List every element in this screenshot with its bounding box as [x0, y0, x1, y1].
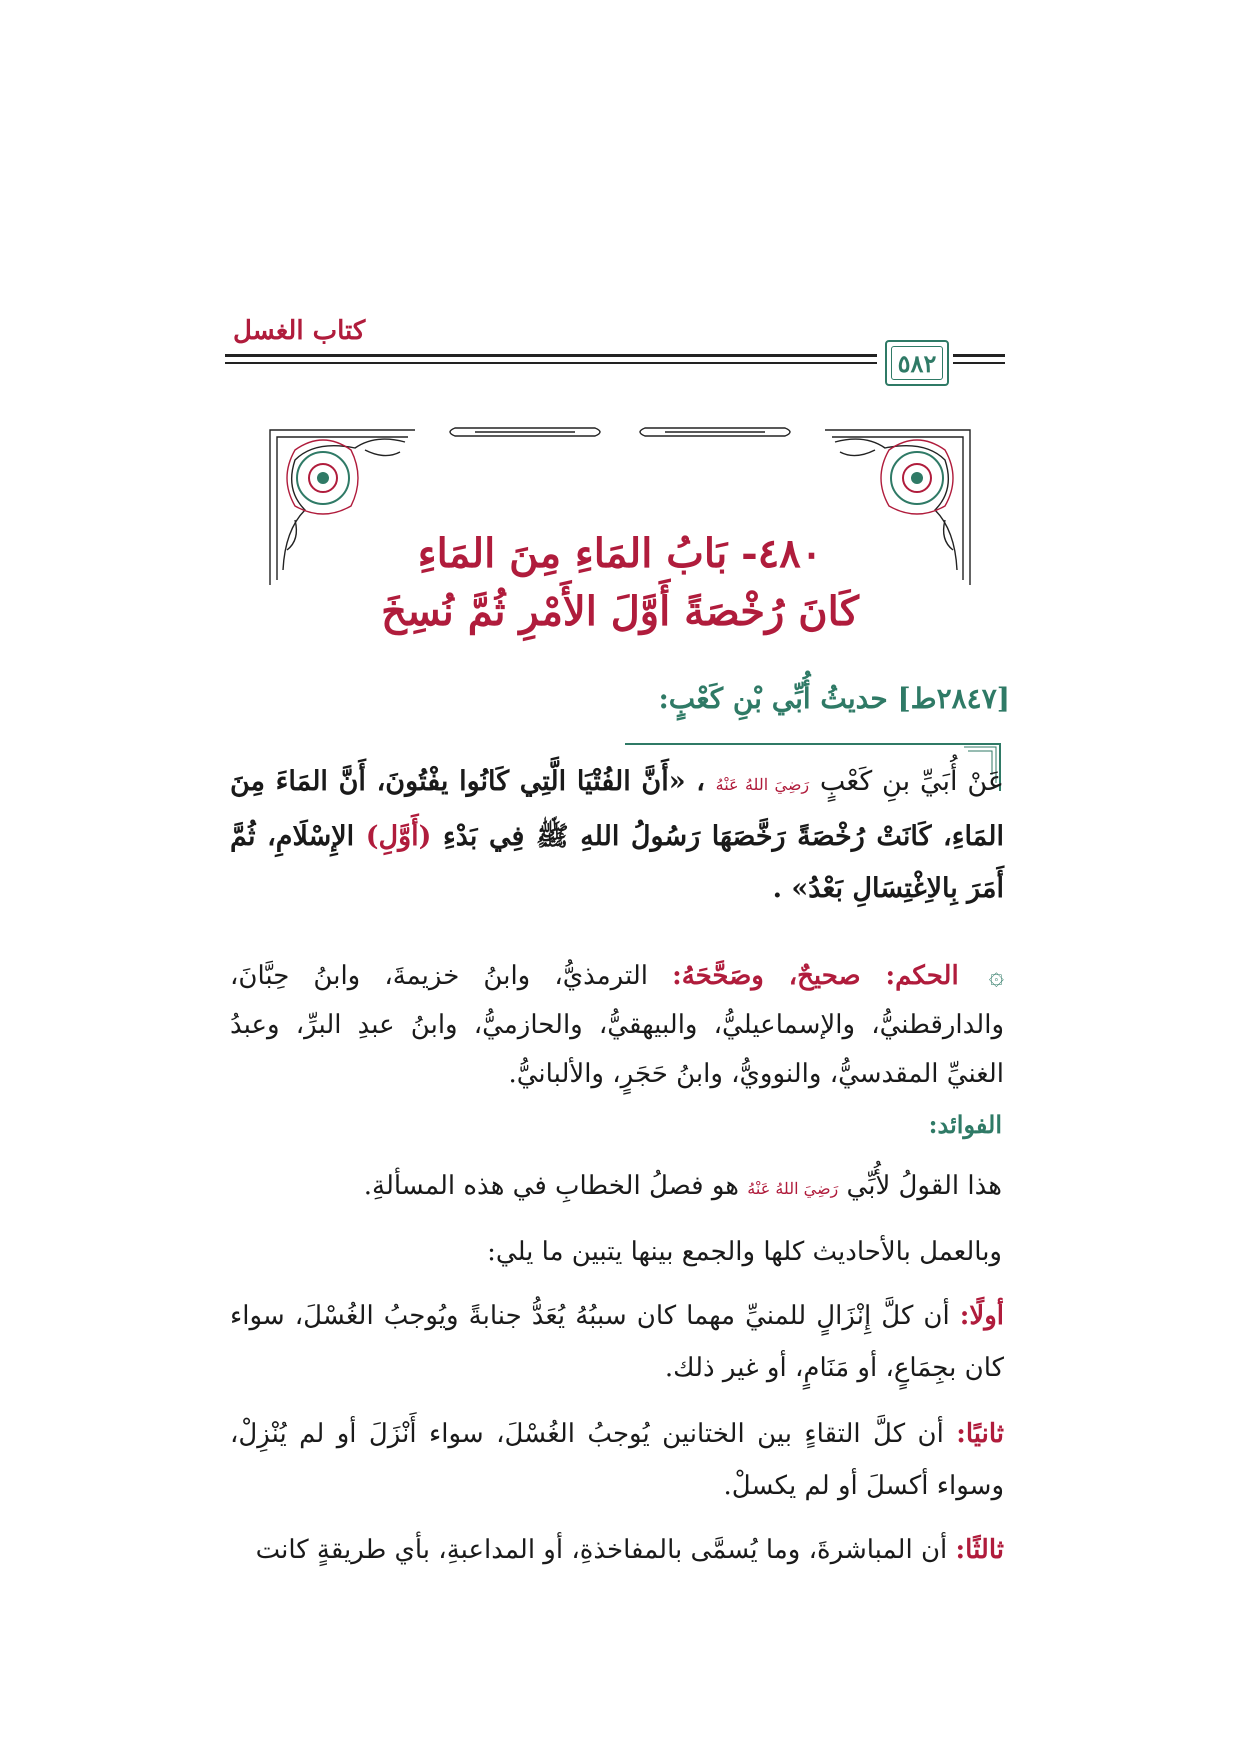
- hadith-ruling: [230, 952, 1004, 1099]
- benefit-paragraph-5: [230, 1524, 1004, 1576]
- benefit-paragraph-3: [230, 1290, 1004, 1394]
- hadith-reference: [٢٨٤٧ط]: [897, 682, 1010, 715]
- benefit-paragraph-4: [230, 1408, 1004, 1512]
- benefit-2-text: وبالعمل بالأحاديث كلها والجمع بينها يتبين ما يلي:: [487, 1237, 1002, 1267]
- ornament-left-rosette-core: [317, 472, 329, 484]
- ornament-right-rosette-core: [911, 472, 923, 484]
- header-rule-right-bottom: [953, 362, 1005, 364]
- header-rule-top: [225, 354, 877, 357]
- ruling-authorities: الترمذيُّ، وابنُ خزيمةَ، وابنُ حِبَّانَ، والدارقطنيُّ، والإسماعيليُّ، والبيهقيُّ، والحازميُّ، وابنُ عبدِ البرِّ، وعبدُ الغنيِّ المقدسيُّ، والنوويُّ، وابنُ حَجَرٍ، والألبانيُّ.: [230, 961, 1004, 1089]
- hadith-separator-line: [625, 743, 1000, 745]
- benefit-paragraph-1: [236, 1160, 1002, 1215]
- hadith-title: حديثُ أُبِّي بْنِ كَعْبٍ:: [658, 682, 888, 715]
- benefit-1-text-b: هو فصلُ الخطابِ في هذه المسألةِ.: [363, 1171, 740, 1201]
- hadith-text: [230, 756, 1004, 915]
- chapter-title-line-1: ٤٨٠- بَابُ المَاءِ مِنَ المَاءِ: [417, 530, 823, 577]
- running-header: [225, 316, 1005, 376]
- header-rule-right-top: [953, 354, 1005, 357]
- chapter-title-line-2: كَانَ رُخْصَةً أَوَّلَ الأَمْرِ ثُمَّ نُسِخَ: [381, 588, 859, 635]
- hadith-narrator: عَنْ أُبَيِّ بنِ كَعْبٍ: [819, 766, 1004, 797]
- benefit-5-lead: ثالثًا:: [955, 1535, 1004, 1565]
- honorific-glyph: رَضِيَ اللهُ عَنْهُ: [747, 1179, 839, 1198]
- chapter-title: [265, 525, 975, 641]
- benefit-4-lead: ثانيًا:: [956, 1419, 1004, 1449]
- benefit-3-text: أن كلَّ إِنْزَالٍ للمنيِّ مهما كان سببُهُ يُعَدُّ جنابةً ويُوجبُ الغُسْلَ، سواء كان بجِمَاعٍ، أو مَنَامٍ، أو غير ذلك.: [230, 1301, 1004, 1383]
- page-number-badge: [885, 340, 949, 386]
- benefit-4-text: أن كلَّ التقاءٍ بين الختانين يُوجبُ الغُسْلَ، سواء أَنْزَلَ أو لم يُنْزِلْ، وسواء أكسلَ أو لم يكسلْ.: [230, 1419, 1004, 1501]
- ornament-top-cartouches: [450, 428, 790, 436]
- book-title: كتاب الغسل: [233, 316, 366, 346]
- hadith-body-part-1: ، «أَنَّ الفُتْيَا الَّتِي كَانُوا يفْتُونَ، أَنَّ المَاءَ مِنَ المَاءِ، كَانَتْ رُخْصَةً رَخَّصَهَا رَسُولُ اللهِ ﷺ فِي بَدْءِ: [230, 766, 1005, 852]
- honorific-glyph: رَضِيَ اللهُ عَنْهُ: [715, 775, 810, 794]
- hadith-variant-reading: (أَوَّلِ): [365, 821, 432, 852]
- flower-icon: ۞: [988, 961, 1005, 991]
- benefit-3-lead: أولًا:: [959, 1301, 1005, 1331]
- header-rule-bottom: [225, 362, 877, 364]
- benefit-paragraph-2: [236, 1226, 1002, 1278]
- page-number: ٥٨٢: [891, 346, 943, 380]
- benefit-5-text: أن المباشرةَ، وما يُسمَّى بالمفاخذةِ، أو المداعبةِ، بأي طريقةٍ كانت: [255, 1535, 948, 1565]
- hadith-heading: [658, 682, 1010, 715]
- benefits-heading: الفوائد:: [928, 1110, 1002, 1139]
- ruling-label: الحكم: صحيحٌ، وصَحَّحَهُ:: [672, 961, 959, 991]
- hadith-body-part-2: الإِسْلَامِ، ثُمَّ أَمَرَ بِالاِغْتِسَالِ بَعْدُ» .: [230, 821, 1004, 904]
- benefit-1-text-a: هذا القولُ لأُبِّي: [846, 1171, 1002, 1201]
